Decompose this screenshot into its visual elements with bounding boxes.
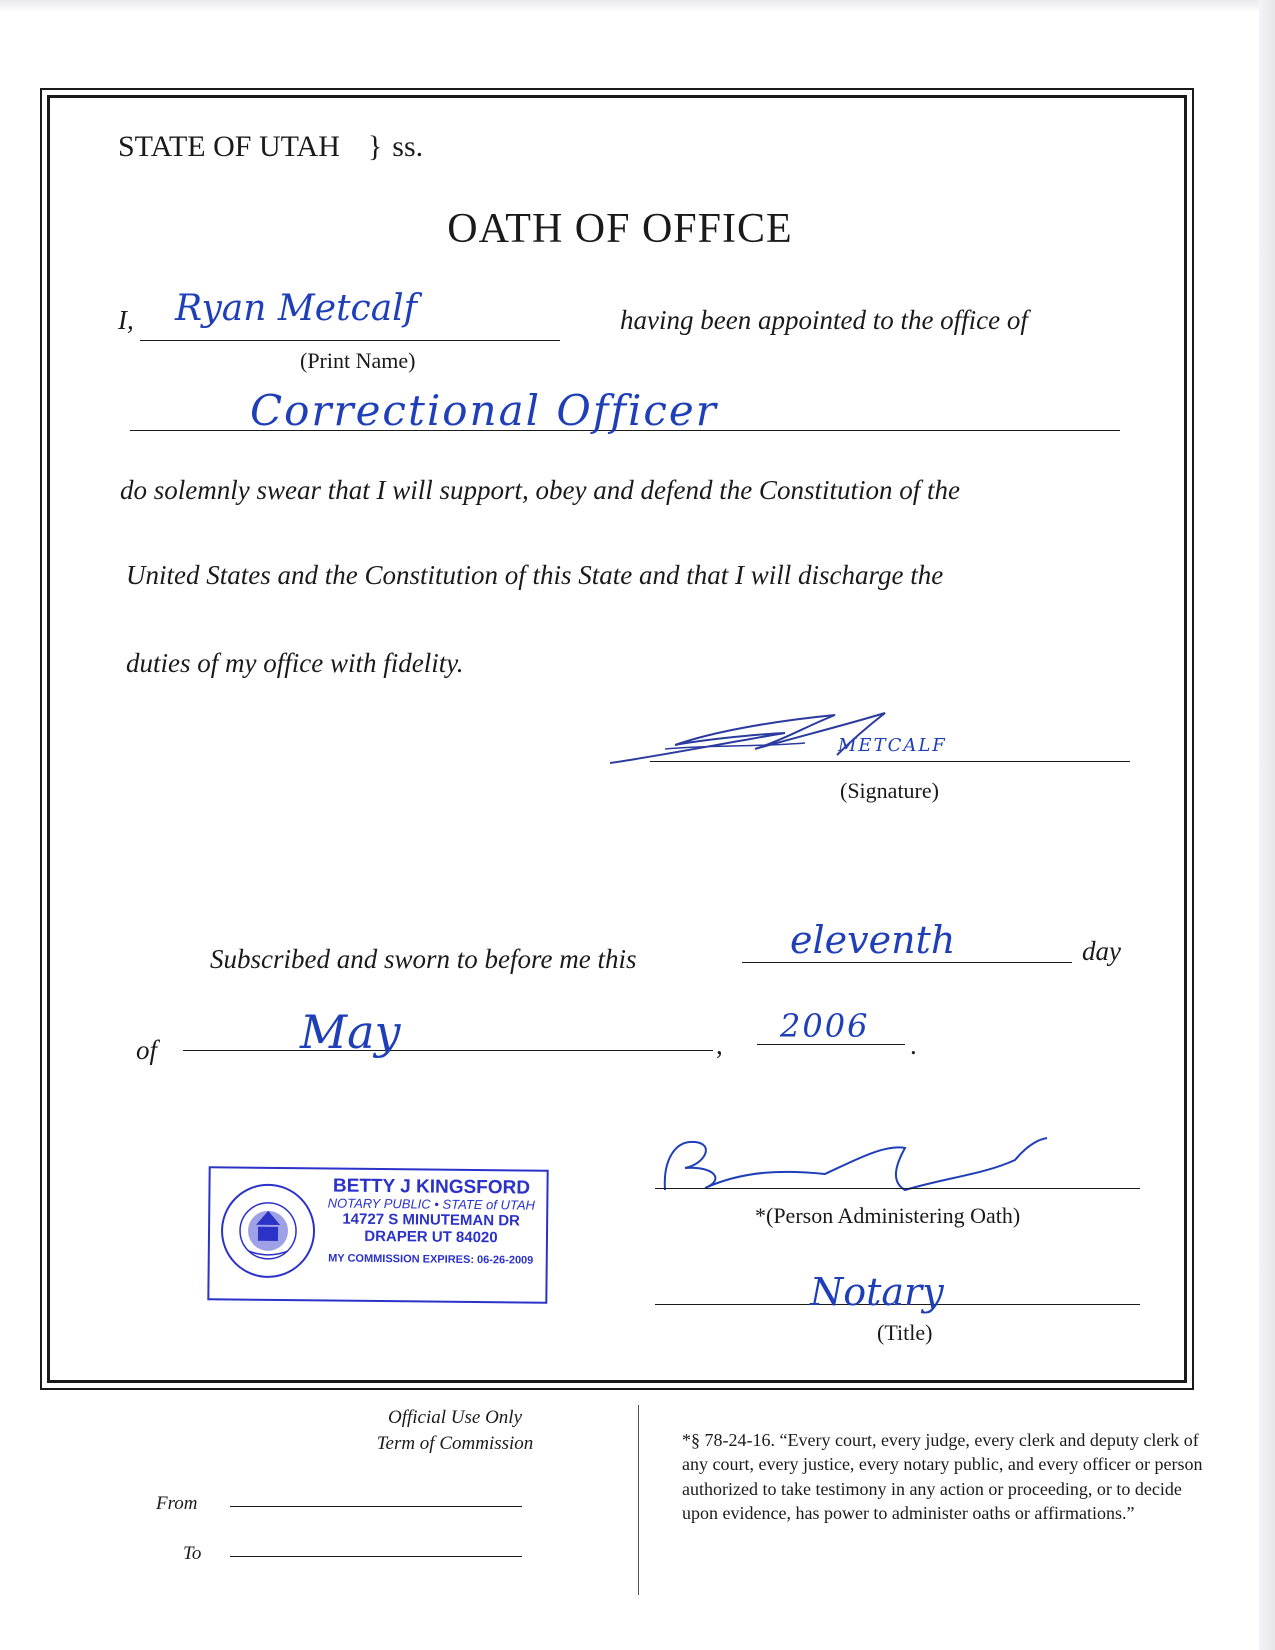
scan-shadow-right (1259, 0, 1275, 1650)
stamp-address-1: 14727 S MINUTEMAN DR (342, 1210, 521, 1230)
venue-ss: ss. (392, 130, 424, 163)
jurat-comma: , (716, 1030, 723, 1060)
administrator-signature-scribble-icon (655, 1130, 1075, 1200)
official-use-title: Official Use Only (387, 1407, 523, 1428)
venue-state: STATE OF UTAH (118, 130, 340, 163)
year-field[interactable]: 2006 (780, 1007, 870, 1045)
day-word: day (1082, 936, 1121, 966)
of-word: of (136, 1035, 158, 1065)
print-name-line (140, 340, 560, 341)
page-title: OATH OF OFFICE (447, 206, 793, 252)
to-label: To (183, 1543, 202, 1564)
to-field[interactable] (230, 1556, 522, 1557)
administrator-signature-line (655, 1188, 1140, 1189)
stamp-expires: MY COMMISSION EXPIRES: 06-26-2009 (328, 1252, 534, 1268)
month-field[interactable]: May (300, 1005, 401, 1059)
print-name-field[interactable]: Ryan Metcalf (175, 288, 417, 329)
signature-field[interactable]: METCALF (838, 735, 947, 756)
venue-brace: } (367, 130, 383, 163)
official-use-heading (260, 1405, 650, 1456)
administrator-caption: *(Person Administering Oath) (755, 1203, 1021, 1228)
signature-caption: (Signature) (840, 778, 939, 803)
stamp-name: BETTY J KINGSFORD (332, 1175, 531, 1199)
oath-line-2: United States and the Constitution of this State and that I will discharge the (126, 560, 944, 590)
scan-shadow-top (0, 0, 1275, 12)
month-line (183, 1050, 713, 1051)
signature-line (650, 761, 1130, 762)
appointed-text: having been appointed to the office of (620, 305, 1028, 335)
day-field[interactable]: eleventh (790, 918, 956, 962)
title-field[interactable]: Notary (810, 1270, 944, 1314)
state-seal-icon (218, 1180, 319, 1281)
footer-divider (638, 1405, 639, 1595)
office-field[interactable]: Correctional Officer (250, 386, 718, 435)
notary-stamp (207, 1166, 548, 1304)
from-label: From (156, 1493, 198, 1514)
oath-line-3: duties of my office with fidelity. (126, 648, 464, 678)
statute-footnote: *§ 78-24-16. “Every court, every judge, every clerk and deputy clerk of any court, every justice, every notary public, and every officer or person authorized to take testimony in any action or proceeding, or to decide upon evidence, has power to administer oaths or affirmations.” (682, 1430, 1203, 1523)
title-caption: (Title) (877, 1320, 933, 1345)
term-of-commission-title: Term of Commission (376, 1432, 534, 1454)
from-field[interactable] (230, 1506, 522, 1507)
print-name-caption: (Print Name) (300, 348, 416, 373)
stamp-address-2: DRAPER UT 84020 (364, 1227, 498, 1246)
oath-pronoun: I, (118, 305, 134, 335)
oath-line-1: do solemnly swear that I will support, obey and defend the Constitution of the (120, 475, 960, 505)
stamp-role: NOTARY PUBLIC • STATE of UTAH (327, 1195, 536, 1213)
venue-heading (118, 130, 423, 164)
jurat-lead: Subscribed and sworn to before me this (210, 944, 637, 974)
jurat-period: . (910, 1030, 917, 1060)
day-line (742, 962, 1072, 963)
